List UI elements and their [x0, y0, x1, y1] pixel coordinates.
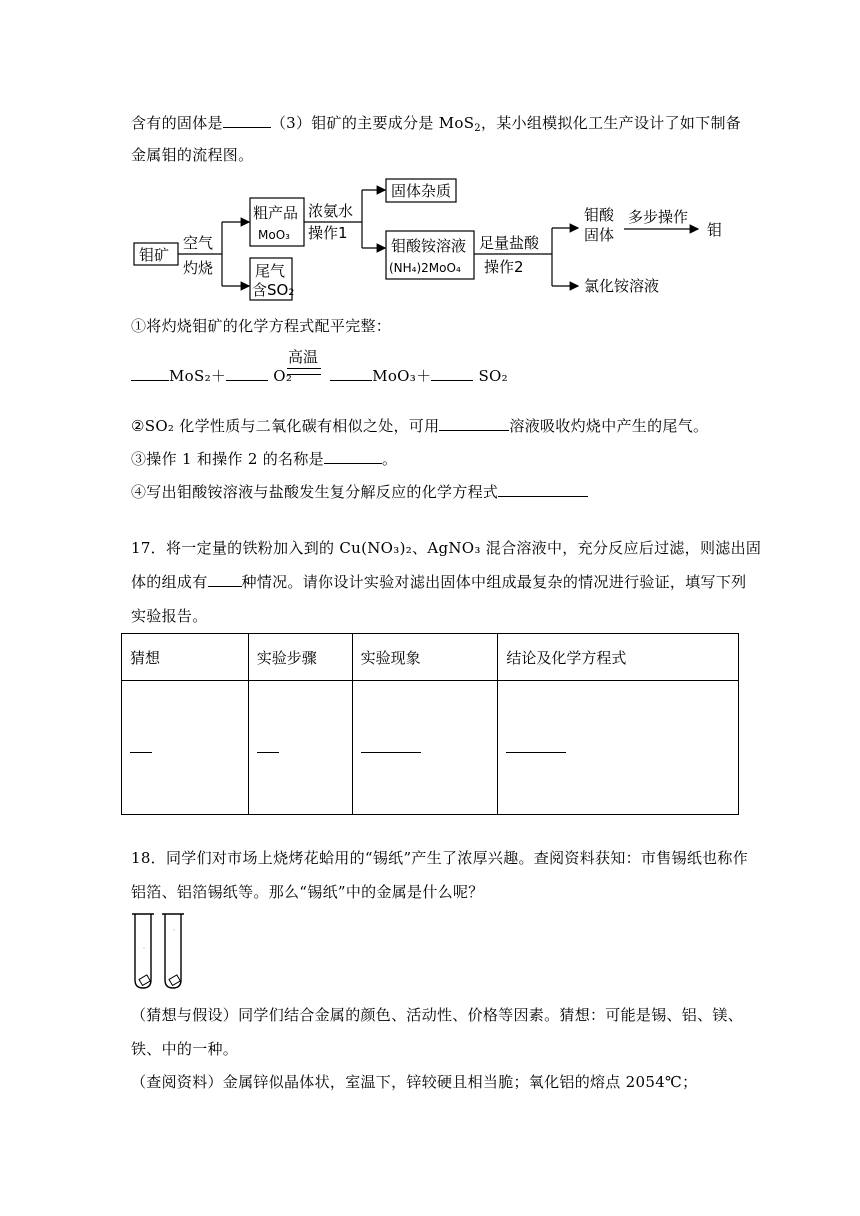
excess-hcl-label: 足量盐酸 — [479, 234, 540, 252]
subq3 — [131, 449, 397, 469]
test-tube-icon — [162, 914, 184, 988]
phenomena-cell[interactable] — [352, 681, 498, 815]
answer-blank[interactable] — [498, 482, 588, 497]
q17-line2 — [131, 572, 746, 592]
subq4-text: ④写出钼酸铵溶液与盐酸发生复分解反应的化学方程式 — [131, 483, 499, 501]
eq-condition: 高温 — [288, 348, 319, 366]
header-steps: 实验步骤 — [248, 634, 352, 681]
eq-moo3: MoO₃＋ — [372, 367, 432, 385]
conclusion-cell[interactable] — [498, 681, 739, 815]
subq4 — [131, 482, 588, 502]
svg-text:°: ° — [143, 946, 145, 951]
answer-blank[interactable] — [257, 742, 279, 753]
answer-blank[interactable] — [223, 113, 271, 128]
answer-blank[interactable] — [361, 742, 421, 753]
q17-line3: 实验报告。 — [131, 607, 208, 625]
test-tube-icon — [132, 914, 154, 988]
header-conclusion: 结论及化学方程式 — [498, 634, 739, 681]
subq3-suffix: 。 — [381, 450, 398, 468]
svg-text:°: ° — [173, 928, 175, 933]
ammonium-chloride-label: 氯化铵溶液 — [584, 277, 660, 295]
q18-line2: 铝箔、铝箔锡纸等。那么“锡纸”中的金属是什么呢？ — [131, 883, 484, 901]
operation1-label: 操作1 — [308, 224, 348, 242]
tail-gas-formula: 含SO₂ — [252, 281, 295, 299]
subq2 — [131, 416, 708, 436]
equation-line — [131, 366, 508, 386]
tail-gas-label: 尾气 — [255, 262, 286, 280]
steps-cell[interactable] — [248, 681, 352, 815]
air-label: 空气 — [183, 234, 214, 252]
coef-blank-1[interactable] — [131, 366, 169, 381]
molybdic-acid-label: 钼酸 — [584, 206, 615, 224]
header-hypothesis: 猜想 — [122, 634, 249, 681]
q16-prefix-text: 含有的固体是 — [131, 114, 223, 132]
answer-blank[interactable] — [130, 742, 152, 753]
experiment-report-table — [121, 633, 739, 815]
answer-blank[interactable] — [324, 449, 382, 464]
q16-intro-line2: 金属钼的流程图。 — [131, 146, 254, 164]
eq-mos2: MoS₂＋ — [169, 367, 227, 385]
q16-suffix-text: ，某小组模拟化工生产设计了如下制备 — [480, 114, 742, 132]
q18-reference: （查阅资料）金属锌似晶体状，室温下，锌较硬且相当脆；氧化铝的熔点 2054℃； — [131, 1073, 698, 1091]
process-flowchart-right — [580, 200, 730, 304]
conc-ammonia-label: 浓氨水 — [308, 202, 354, 220]
process-flowchart — [132, 178, 602, 302]
coef-blank-4[interactable] — [431, 366, 473, 381]
table-row — [122, 681, 739, 815]
q17-line1: 17．将一定量的铁粉加入到的 Cu(NO₃)₂、AgNO₃ 混合溶液中，充分反应后过滤，则滤出固 — [131, 539, 762, 557]
q16-intro-line1 — [131, 113, 741, 133]
q18-hypothesis-line1: （猜想与假设）同学们结合金属的颜色、活动性、价格等因素。猜想：可能是锡、铝、镁、 — [131, 1006, 744, 1024]
hypothesis-cell[interactable] — [122, 681, 249, 815]
answer-blank[interactable] — [506, 742, 566, 753]
operation2-label: 操作2 — [484, 258, 524, 276]
crude-formula: MoO₃ — [258, 228, 290, 242]
table-header-row — [122, 634, 739, 681]
answer-blank[interactable] — [439, 416, 509, 431]
q18-hypothesis-line2: 铁、中的一种。 — [131, 1040, 239, 1058]
answer-blank[interactable] — [208, 572, 242, 587]
eq-so2: SO₂ — [478, 367, 508, 385]
q18-line1: 18．同学们对市场上烧烤花蛤用的“锡纸”产生了浓厚兴趣。查阅资料获知：市售锡纸也称作 — [131, 849, 749, 867]
coef-blank-2[interactable] — [226, 366, 268, 381]
molybdenum-label: 钼 — [707, 221, 723, 239]
coef-blank-3[interactable] — [330, 366, 372, 381]
test-tubes-illustration — [131, 912, 191, 992]
subq2-prefix: ②SO₂ 化学性质与二氧化碳有相似之处，可用 — [131, 417, 440, 435]
ammonium-molybdate-label: 钼酸铵溶液 — [391, 237, 467, 255]
roast-label: 灼烧 — [183, 259, 214, 277]
ore-label: 钼矿 — [139, 246, 170, 264]
solid-impurity-label: 固体杂质 — [391, 182, 452, 200]
crude-product-label: 粗产品 — [253, 204, 299, 222]
q17-suffix: 种情况。请你设计实验对滤出固体中组成最复杂的情况进行验证，填写下列 — [241, 573, 747, 591]
eq-o2: O₂ — [273, 367, 293, 385]
subscript: 2 — [474, 123, 481, 134]
q17-prefix: 体的组成有 — [131, 573, 208, 591]
solid-label: 固体 — [584, 226, 615, 244]
subq1: ①将灼烧钼矿的化学方程式配平完整： — [131, 317, 392, 335]
header-phenomena: 实验现象 — [352, 634, 498, 681]
multi-step-label: 多步操作 — [628, 208, 689, 226]
subq2-suffix: 溶液吸收灼烧中产生的尾气。 — [509, 417, 709, 435]
ammonium-molybdate-formula: (NH₄)2MoO₄ — [389, 261, 461, 275]
subq3-prefix: ③操作 1 和操作 2 的名称是 — [131, 450, 324, 468]
q16-mid-text: （3）钼矿的主要成分是 MoS — [270, 114, 475, 132]
